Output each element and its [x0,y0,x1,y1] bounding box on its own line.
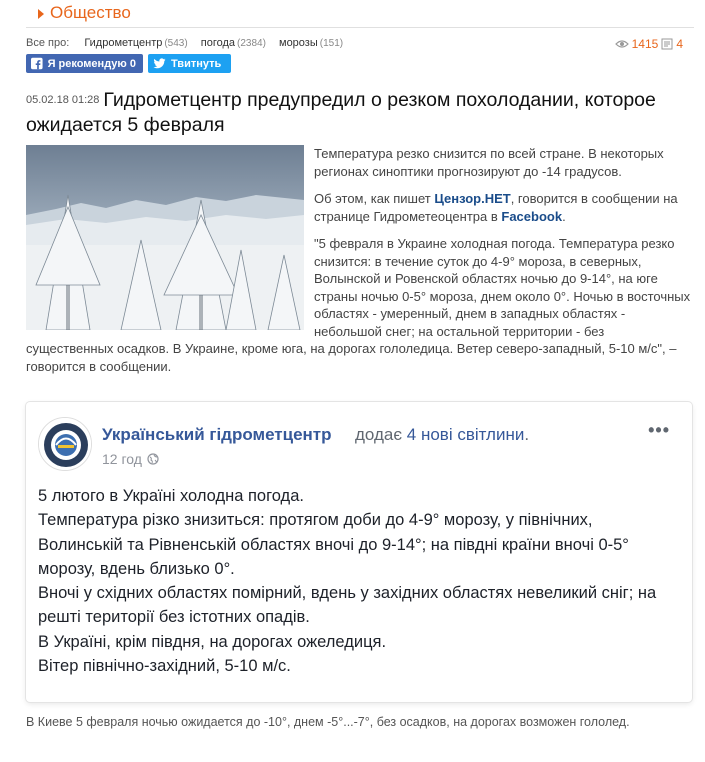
facebook-link[interactable]: Facebook [501,208,563,224]
facebook-recommend-button[interactable] [26,54,143,73]
page-avatar[interactable] [38,417,92,471]
more-icon[interactable]: ••• [648,420,670,440]
post-line: Температура різко знизиться: протягом доби до 4-9° морозу, у північних, Волинській та Рівненській областях вночі до 9-14°; на півдні країни вночі 0-5° морозу, вдень близько 0°. [38,511,629,578]
comment-icon[interactable] [661,38,673,50]
post-action [355,425,529,445]
post-line: 5 лютого в Україні холодна погода. [38,487,304,505]
action-prefix: додає [355,425,407,444]
facebook-icon [31,57,43,70]
eye-icon [615,39,629,49]
article-header [26,88,694,138]
post-text [38,484,678,678]
twitter-icon [153,57,166,70]
tags-bar [26,37,353,49]
chevron-right-icon [38,9,44,19]
comments-count[interactable]: 4 [676,37,683,51]
facebook-embed [26,402,692,702]
source-link[interactable]: Цензор.НЕТ [434,191,511,206]
photo-spacer [26,145,314,337]
article-stats [615,37,683,51]
tags-label: Все про: [26,37,70,49]
article-date: 05.02.18 01:28 [26,94,100,106]
post-line: Вітер північно-західний, 5-10 м/с. [38,657,291,676]
article-body [26,145,692,385]
post-time[interactable] [102,451,159,467]
article-quote: "5 февраля в Украине холодная погода. Температура резко снизится: в течение суток до 4-9° мороза, в северных, Волынской и Ровенской областях ночью до 9-14°, на юге страны ночью 0-5° мороза, днем около 0°. Ночью в восточных областях - умеренный, днем в западных областях - небольшой снег; на остальной территории - без существенных осадков. В Украине, кроме юга, на дорогах гололедица. Ветер северо-западный, 5-10 м/с", – говорится в сообщении. [26,236,691,374]
section-header [26,0,694,28]
article-lead: Температура резко снизится по всей стране. В некоторых регионах синоптики прогнозируют до -14 градусов. [314,146,664,179]
article-footer: В Киеве 5 февраля ночью ожидается до -10°, днем -5°...-7°, без осадков, на дорогах возможен гололед. [26,715,630,729]
source-prefix: Об этом, как пишет [314,191,435,206]
photos-link[interactable]: 4 нові світлини [406,425,525,444]
article-headline: Гидрометцентр предупредил о резком похолодании, которое ожидается 5 февраля [26,89,656,136]
tag-link[interactable]: погода (2384) [200,37,266,49]
tweet-button[interactable] [148,54,231,73]
globe-icon [147,453,159,465]
tag-link[interactable]: морозы (151) [279,37,344,49]
section-title[interactable]: Общество [50,3,131,22]
action-suffix: . [524,425,530,444]
source-middle: , говорится в сообщении на странице Гидрометеоцентра в [314,191,678,224]
facebook-recommend-label: Я рекомендую 0 [47,57,136,70]
views-count: 1415 [631,37,659,51]
post-line: Вночі у східних областях помірний, вдень у західних областях невеликий сніг; на решті території без істотних опадів. [38,584,657,627]
tweet-label: Твитнуть [171,57,222,70]
tag-link[interactable]: Гидрометцентр (543) [84,37,188,49]
page-name-link[interactable]: Український гідрометцентр [102,425,332,444]
source-suffix: . [562,208,566,224]
post-line: В Україні, крім півдня, на дорогах ожеледиця. [38,632,387,651]
post-time-text[interactable]: 12 год [102,451,142,467]
